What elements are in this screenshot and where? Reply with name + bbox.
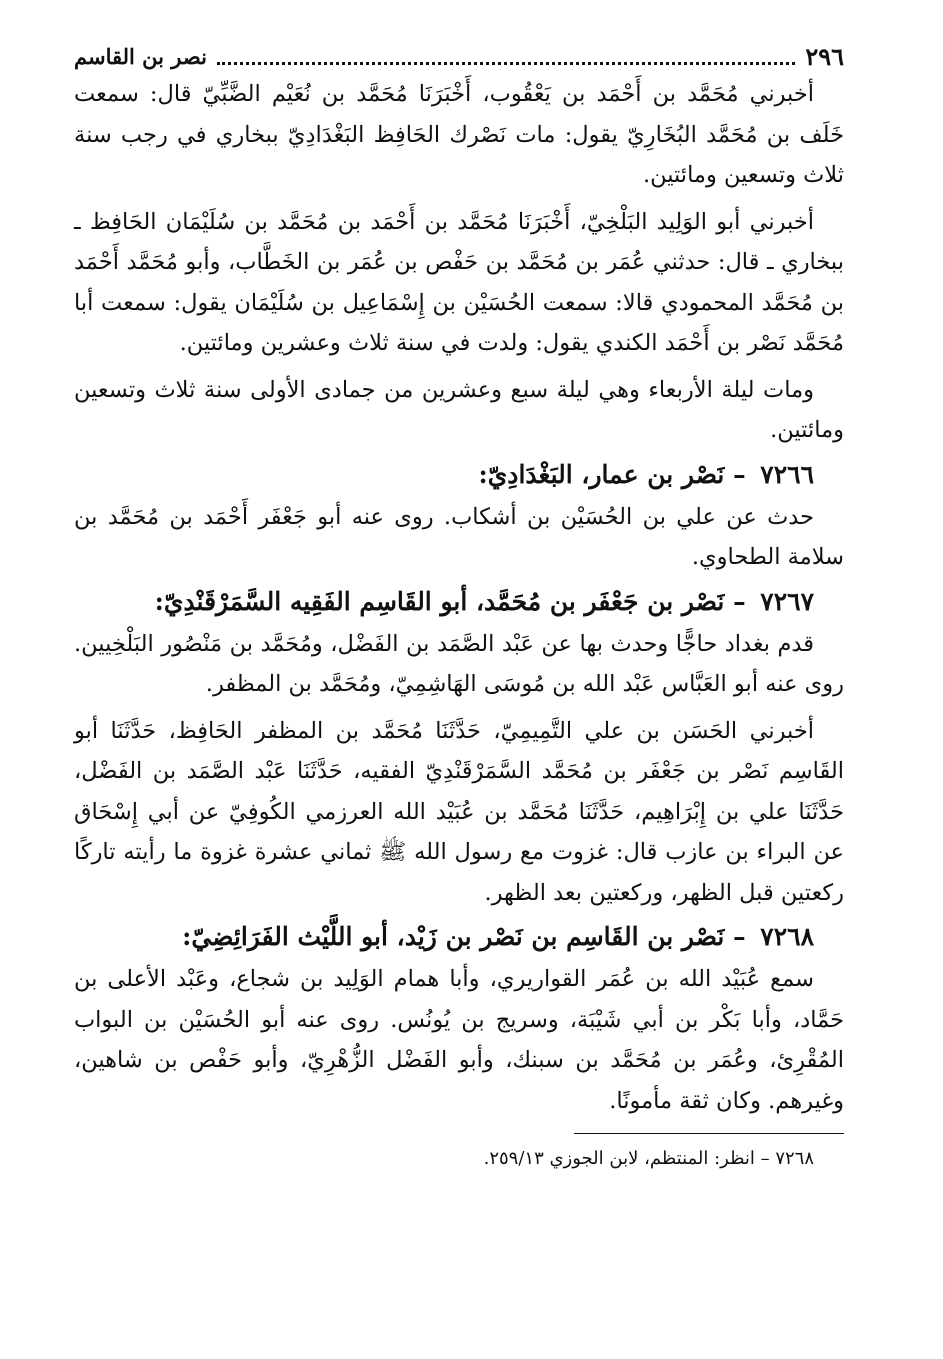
running-title: نصر بن القاسم [74,43,207,69]
book-page [74,38,844,1338]
entry-dash: – [733,586,746,616]
entry-title: نَصْر بن عمار، البَغْدَادِيّ: [478,459,725,489]
paragraph: قدم بغداد حاجًّا وحدث بها عن عَبْد الصَّمَد بن الفَضْل، ومُحَمَّد بن مَنْصُور البَلْخِيين. روى عنه أبو العَبَّاس عَبْد الله بن مُوسَى الهَاشِمِيّ، ومُحَمَّد بن المظفر. [74,630,844,697]
paragraph: أخبرني الحَسَن بن علي التَّمِيمِيّ، حَدَّثَنَا مُحَمَّد بن المظفر الحَافِظ، حَدَّثَنَا أبو القَاسِم نَصْر بن جَعْفَر بن مُحَمَّد السَّمَرْقَنْدِيّ الفقيه، حَدَّثَنَا عَبْد الصَّمَد بن الفَضْل، حَدَّثَنَا علي بن إِبْرَاهِيم، حَدَّثَنَا مُحَمَّد بن عُبَيْد الله العرزمي الكُوفِيّ عن أبي إِسْحَاق عن البراء بن عازب قال: غزوت مع رسول الله ﷺ ثماني عشرة غزوة ما رأيته تاركًا ركعتين قبل الظهر، وركعتين بعد الظهر. [74,717,844,906]
entry-number: ٧٢٦٨ [760,922,814,951]
entry-dash: – [733,459,746,489]
entry-number: ٧٢٦٦ [760,459,814,489]
entry-heading [74,915,844,959]
paragraph: أخبرني أبو الوَلِيد البَلْخِيّ، أَخْبَرَنَا مُحَمَّد بن أَحْمَد بن مُحَمَّد بن سُلَيْمَان الحَافِظ ـ ببخاري ـ قال: حدثني عُمَر بن مُحَمَّد بن حَفْص بن عُمَر بن الخَطَّاب، وأبو مُحَمَّد أَحْمَد بن مُحَمَّد المحمودي قالا: سمعت الحُسَيْن بن إِسْمَاعِيل بن سُلَيْمَان يقول: سمعت أبا مُحَمَّد نَصْر بن أَحْمَد الكندي يقول: ولدت في سنة ثلاث وعشرين ومائتين. [74,208,844,356]
entry-heading [74,453,844,497]
entry-number: ٧٢٦٧ [760,586,814,616]
paragraph: سمع عُبَيْد الله بن عُمَر القواريري، وأبا همام الوَلِيد بن شجاع، وعَبْد الأعلى بن حَمَّاد، وأبا بَكْر بن أبي شَيْبَة، وسريج بن يُونُس. روى عنه أبو الحُسَيْن بن البواب المُقْرِئ، وعُمَر بن مُحَمَّد بن سبنك، وأبو الفَضْل الزُّهْرِيّ، وأبو حَفْص بن شاهين، وغيرهم. وكان ثقة مأمونًا. [74,966,844,1114]
paragraph: أخبرني مُحَمَّد بن أَحْمَد بن يَعْقُوب، أَخْبَرَنَا مُحَمَّد بن نُعَيْم الضَّبِّيّ قال: سمعت خَلَف بن مُحَمَّد البُخَارِيّ يقول: مات نَصْرك الحَافِظ البَغْدَادِيّ ببخاري في رجب سنة ثلاث وتسعين ومائتين. [74,81,844,188]
paragraph: حدث عن علي بن الحُسَيْن بن أشكاب. روى عنه أبو جَعْفَر أَحْمَد بن مُحَمَّد بن سلامة الطحاوي. [74,503,844,570]
entry-title: نَصْر بن جَعْفَر بن مُحَمَّد، أبو القَاسِم الفَقِيه السَّمَرْقَنْدِيّ: [154,586,725,616]
page-number: ٢٩٦ [805,41,844,71]
entry-dash: – [733,922,746,951]
footnote: ٧٢٦٨ – انظر: المنتظم، لابن الجوزي ٢٥٩/١٣. [483,1148,814,1169]
running-header [74,38,844,74]
paragraph: ومات ليلة الأربعاء وهي ليلة سبع وعشرين من جمادى الأولى سنة ثلاث وتسعين ومائتين. [74,376,844,443]
entry-title: نَصْر بن القَاسِم بن نَصْر بن زَيْد، أبو اللَّيْث الفَرَائِضِيّ: [182,922,725,951]
entry-heading [74,580,844,624]
leader-dots [217,60,795,65]
footnote-divider [574,1133,844,1134]
